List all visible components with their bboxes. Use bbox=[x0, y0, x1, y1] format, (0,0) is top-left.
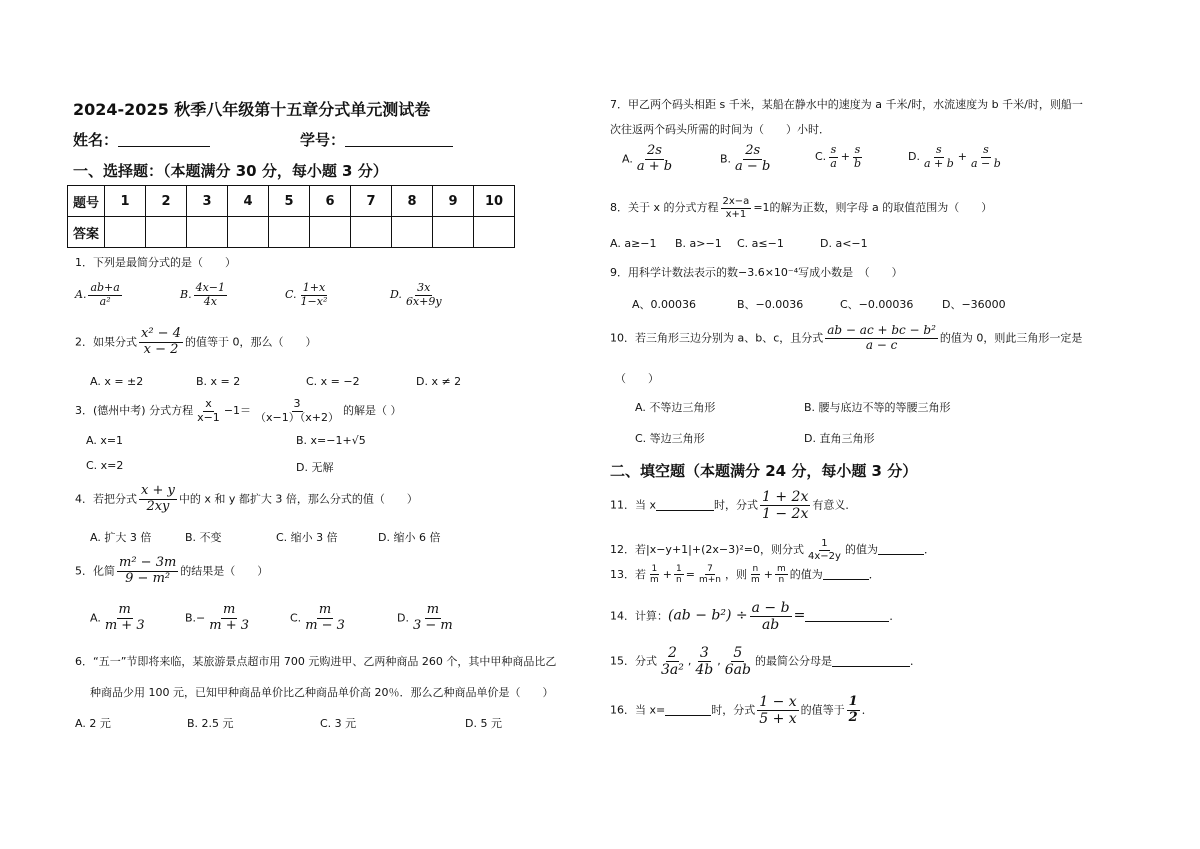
q10-stem: 10．若三角形三边分别为 a、b、c，且分式 $\frac{\text{ab − ac + bc − b²}}{a - c}$ 的值为 0，则此三角形一定是 bbox=[610, 323, 1083, 352]
q9-option-d: D、−36000 bbox=[942, 298, 1006, 311]
q5-option-c: C. $\frac{m}{m - 3}$ bbox=[290, 602, 345, 633]
question-number: 6 bbox=[310, 186, 351, 217]
q1-option-d: D. $\frac{3x}{6x+9y}$ bbox=[390, 281, 442, 308]
question-number: 10 bbox=[474, 186, 515, 217]
answer-cell[interactable] bbox=[105, 217, 146, 248]
q6-line2: 种商品少用 100 元，已知甲种商品单价比乙种商品单价高 20％．那么乙种商品单价是（ ） bbox=[90, 686, 554, 699]
answer-cell[interactable] bbox=[228, 217, 269, 248]
q4-option-b: B. 不变 bbox=[185, 531, 222, 544]
answer-row-label: 答案 bbox=[68, 217, 105, 248]
q9-option-c: C、−0.00036 bbox=[840, 298, 914, 311]
q8-stem: 8．关于 x 的分式方程 $\frac{2x-a}{x+1}$ =1的解为正数，则字母 a 的取值范围为（ ） bbox=[610, 196, 993, 220]
q4-stem: 4．若把分式 $\frac{x + y}{2xy}$ 中的 x 和 y 都扩大 3 倍，那么分式的值（ ） bbox=[75, 483, 418, 514]
q4-option-a: A. 扩大 3 倍 bbox=[90, 531, 152, 544]
q5-option-b: B.− $\frac{m}{m + 3}$ bbox=[185, 602, 250, 633]
q3-option-a: A. x=1 bbox=[86, 434, 124, 447]
q11-blank[interactable] bbox=[656, 510, 714, 511]
question-number: 4 bbox=[228, 186, 269, 217]
q9-stem: 9．用科学计数法表示的数−3.6×10⁻⁴写成小数是 （ ） bbox=[610, 266, 903, 279]
q7-line1: 7．甲乙两个码头相距 s 千米，某船在静水中的速度为 a 千米/时，水流速度为 b 千米/时，则船一 bbox=[610, 98, 1083, 111]
q7-line2: 次往返两个码头所需的时间为（ ）小时． bbox=[610, 123, 830, 136]
q7-option-a: A. $\frac{2s}{a + b}$ bbox=[622, 143, 673, 174]
question-number: 2 bbox=[146, 186, 187, 217]
q3-option-d: D. 无解 bbox=[296, 461, 334, 474]
q7-option-c: C. $\frac{s}{a}$ + $\frac{s}{b}$ bbox=[815, 143, 862, 170]
question-number: 1 bbox=[105, 186, 146, 217]
name-row bbox=[73, 129, 210, 150]
answer-table-answer-row bbox=[68, 217, 515, 248]
q6-line1: 6．“五一”节即将来临，某旅游景点超市用 700 元购进甲、乙两种商品 260 个，其中甲种商品比乙 bbox=[75, 655, 557, 668]
q16-blank[interactable] bbox=[665, 715, 711, 716]
q2-option-b: B. x = 2 bbox=[196, 375, 241, 388]
q2-option-a: A. x = ±2 bbox=[90, 375, 144, 388]
q16-stem: 16．当 x= 时，分式 $\frac{1 - x}{5 + x}$ 的值等于 $\frac{1}{2}$ ． bbox=[610, 694, 873, 728]
q5-stem: 5．化简 $\frac{\text{m² − 3m}}{\text{9 − m²}}$ 的结果是（ ） bbox=[75, 555, 269, 586]
student-id-label: 学号： bbox=[300, 131, 346, 149]
q4-option-c: C. 缩小 3 倍 bbox=[276, 531, 338, 544]
q1-option-a: A. $\frac{ab+a}{\text{a²}}$ bbox=[75, 281, 120, 308]
q11-stem: 11．当 x 时，分式 $\frac{1 + 2x}{1 - 2x}$ 有意义． bbox=[610, 489, 857, 523]
answer-table bbox=[67, 185, 515, 248]
question-number: 7 bbox=[351, 186, 392, 217]
q10-option-b: B. 腰与底边不等的等腰三角形 bbox=[804, 401, 951, 414]
q8-option-b: B. a>−1 bbox=[675, 237, 722, 250]
q7-option-b: B. $\frac{2s}{a - b}$ bbox=[720, 143, 771, 174]
student-id-row bbox=[300, 129, 453, 150]
q2-option-d: D. x ≠ 2 bbox=[416, 375, 462, 388]
q8-option-c: C. a≤−1 bbox=[737, 237, 784, 250]
answer-cell[interactable] bbox=[351, 217, 392, 248]
q2-stem: 2．如果分式 $\frac{\text{x² − 4}}{x - 2}$ 的值等于 0，那么（ ） bbox=[75, 326, 317, 357]
question-number: 3 bbox=[187, 186, 228, 217]
q10-option-a: A. 不等边三角形 bbox=[635, 401, 716, 414]
answer-cell[interactable] bbox=[392, 217, 433, 248]
q6-option-d: D. 5 元 bbox=[465, 717, 502, 730]
q6-option-c: C. 3 元 bbox=[320, 717, 357, 730]
q3-option-c: C. x=2 bbox=[86, 459, 124, 472]
student-id-blank[interactable] bbox=[345, 146, 453, 147]
q1-option-c: C. $\frac{1+x}{\text{1−x²}}$ bbox=[285, 281, 328, 308]
q14-stem: 14．计算：(ab − b²) ÷ $\frac{a - b}{ab}$ = ． bbox=[610, 600, 901, 634]
number-row-label: 题号 bbox=[68, 186, 105, 217]
q8-option-d: D. a<−1 bbox=[820, 237, 868, 250]
q13-blank[interactable] bbox=[823, 579, 869, 580]
q15-stem: 15．分式 $\frac{2}{\text{3a²}}$ , $\frac{3}{4b}$ , $\frac{5}{6ab}$ 的最简公分母是 ． bbox=[610, 645, 921, 679]
answer-cell[interactable] bbox=[187, 217, 228, 248]
q9-option-b: B、−0.0036 bbox=[737, 298, 804, 311]
q3-stem: 3．(德州中考) 分式方程 $\frac{x}{x-1}$ −1＝ $\frac{3}{(x-1)(x+2)}$ 的解是（ ） bbox=[75, 397, 402, 424]
q13-stem: 13．若 $\frac{1}{m}$ + $\frac{1}{n}$ = $\frac{7}{m+n}$ ，则 $\frac{n}{m}$ + $\frac{m}{n}$ 的值为 ． bbox=[610, 564, 880, 586]
section2-heading: 二、填空题（本题满分 24 分，每小题 3 分） bbox=[610, 462, 918, 480]
question-number: 5 bbox=[269, 186, 310, 217]
q9-option-a: A、0.00036 bbox=[632, 298, 697, 311]
answer-cell[interactable] bbox=[310, 217, 351, 248]
name-label: 姓名： bbox=[73, 131, 119, 149]
q15-blank[interactable] bbox=[832, 666, 910, 667]
q2-option-c: C. x = −2 bbox=[306, 375, 360, 388]
question-number: 8 bbox=[392, 186, 433, 217]
q5-option-d: D. $\frac{m}{3 - m}$ bbox=[397, 602, 453, 633]
answer-cell[interactable] bbox=[146, 217, 187, 248]
q6-option-b: B. 2.5 元 bbox=[187, 717, 234, 730]
name-blank[interactable] bbox=[118, 146, 210, 147]
q4-option-d: D. 缩小 6 倍 bbox=[378, 531, 441, 544]
q10-option-c: C. 等边三角形 bbox=[635, 432, 705, 445]
q1-option-b: B. $\frac{4x-1}{4x}$ bbox=[180, 281, 226, 308]
answer-table-number-row bbox=[68, 186, 515, 217]
q12-stem: 12．若|x−y+1|+(2x−3)²=0，则分式 $\frac{1}{4x-2y}$ 的值为 ． bbox=[610, 538, 935, 562]
q1-stem: 1．下列是最简分式的是（ ） bbox=[75, 256, 236, 269]
q10-paren: （ ） bbox=[615, 372, 659, 385]
section1-heading: 一、选择题：（本题满分 30 分，每小题 3 分） bbox=[73, 162, 388, 180]
answer-cell[interactable] bbox=[269, 217, 310, 248]
q6-option-a: A. 2 元 bbox=[75, 717, 111, 730]
exam-title: 2024-2025 秋季八年级第十五章分式单元测试卷 bbox=[73, 100, 431, 119]
q7-option-d: D. $\frac{s}{a + b}$ + $\frac{s}{a - b}$ bbox=[908, 143, 1001, 170]
q8-option-a: A. a≥−1 bbox=[610, 237, 657, 250]
q3-option-b: B. x=−1+√5 bbox=[296, 434, 366, 447]
q10-option-d: D. 直角三角形 bbox=[804, 432, 875, 445]
question-number: 9 bbox=[433, 186, 474, 217]
answer-cell[interactable] bbox=[474, 217, 515, 248]
answer-cell[interactable] bbox=[433, 217, 474, 248]
q14-blank[interactable] bbox=[805, 621, 889, 622]
q5-option-a: A. $\frac{m}{m + 3}$ bbox=[90, 602, 145, 633]
q12-blank[interactable] bbox=[878, 554, 924, 555]
